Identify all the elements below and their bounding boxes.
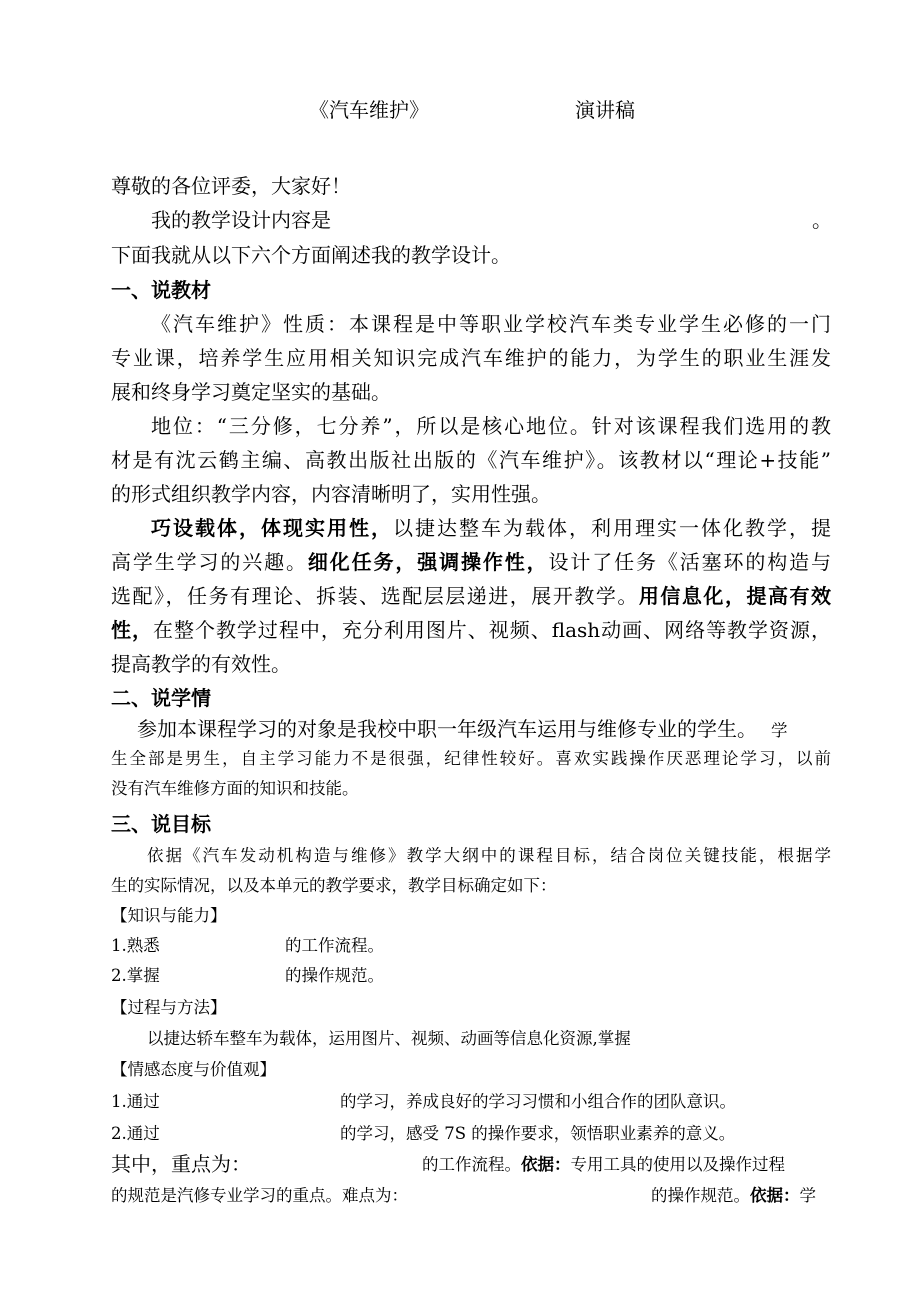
text-run: 高学生学习的兴趣。	[111, 550, 308, 574]
paragraph-line: 生的实际情况，以及本单元的教学要求，教学目标确定如下：	[111, 876, 557, 895]
list-item: 的学习，养成良好的学习习惯和小组合作的团队意识。	[340, 1092, 736, 1111]
doc-title-right: 演讲稿	[575, 98, 635, 122]
intro-period: 。	[812, 208, 832, 232]
subheading: 【知识与能力】	[111, 906, 227, 925]
paragraph-line: 的形式组织教学内容，内容清晰明了，实用性强。	[111, 482, 551, 506]
paragraph-line	[111, 550, 831, 574]
paragraph-line	[111, 618, 831, 642]
paragraph-line	[151, 516, 831, 540]
paragraph-line: 依据《汽车发动机构造与维修》教学大纲中的课程目标，结合岗位关键技能，根据学	[147, 846, 831, 865]
paragraph-line: 地位：“三分修，七分养”，所以是核心地位。针对该课程我们选用的教	[151, 414, 831, 438]
intro-line: 下面我就从以下六个方面阐述我的教学设计。	[111, 243, 511, 267]
list-item: 1.通过	[111, 1092, 160, 1111]
list-item: 2.掌握	[111, 966, 160, 985]
paragraph-line: 专业课，培养学生应用相关知识完成汽车维护的能力，为学生的职业生涯发	[111, 346, 831, 370]
doc-title-left: 《汽车维护》	[309, 98, 429, 122]
subheading: 【情感态度与价值观】	[111, 1060, 276, 1079]
text-run: 的工作流程。	[422, 1155, 521, 1174]
text-run: 在整个教学过程中，充分利用图片、视频、flash动画、网络等教学资源，	[152, 618, 831, 642]
paragraph-line: 以捷达轿车整车为载体，运用图片、视频、动画等信息化资源,掌握	[147, 1029, 631, 1048]
text-run: 参加本课程学习的对象是我校中职一年级汽车运用与维修专业的学生。	[137, 717, 757, 741]
text-run: 专用工具的使用以及操作过程	[570, 1155, 785, 1174]
paragraph-line	[137, 717, 788, 741]
paragraph-line: 其中，重点为：	[111, 1152, 251, 1176]
text-run: 以捷达整车为载体，利用理实一体化教学，提	[393, 516, 831, 540]
section-heading: 三、说目标	[111, 812, 211, 836]
text-run	[422, 1155, 785, 1175]
section-heading: 二、说学情	[111, 686, 211, 710]
text-run: 的操作规范。	[651, 1186, 750, 1205]
paragraph-line	[111, 584, 831, 608]
paragraph-line: 材是有沈云鹤主编、高教出版社出版的《汽车维护》。该教材以“理论+技能”	[111, 448, 831, 472]
list-item: 1.熟悉	[111, 936, 160, 955]
text-run: 学	[771, 721, 788, 740]
paragraph-line: 提高教学的有效性。	[111, 652, 291, 676]
intro-line: 我的教学设计内容是	[151, 208, 331, 232]
list-item: 2.通过	[111, 1124, 160, 1143]
bold-phrase: 细化任务，强调操作性，	[307, 550, 549, 574]
bold-phrase: 巧设载体，体现实用性，	[151, 516, 393, 540]
bold-phrase: 性，	[111, 618, 153, 642]
paragraph-line: 展和终身学习奠定坚实的基础。	[111, 380, 391, 404]
bold-phrase: 依据：	[750, 1186, 800, 1205]
list-item: 的学习，感受 7S 的操作要求，领悟职业素养的意义。	[340, 1124, 736, 1143]
bold-phrase: 依据：	[521, 1155, 571, 1174]
paragraph-line: 生全部是男生，自主学习能力不是很强，纪律性较好。喜欢实践操作厌恶理论学习，以前	[111, 749, 831, 768]
text-run: 学	[799, 1186, 816, 1205]
greeting: 尊敬的各位评委，大家好！	[111, 174, 351, 198]
paragraph-line: 《汽车维护》性质：本课程是中等职业学校汽车类专业学生必修的一门	[151, 312, 831, 336]
subheading: 【过程与方法】	[111, 998, 227, 1017]
list-item: 的操作规范。	[285, 966, 384, 985]
text-run: 设计了任务《活塞环的构造与	[548, 550, 831, 574]
text-run	[651, 1186, 816, 1206]
paragraph-line: 没有汽车维修方面的知识和技能。	[111, 779, 359, 798]
text-run: 选配》，任务有理论、拆装、选配层层递进，展开教学。	[111, 584, 639, 608]
bold-phrase: 用信息化，提高有效	[638, 584, 832, 608]
list-item: 的工作流程。	[285, 936, 384, 955]
paragraph-line: 的规范是汽修专业学习的重点。难点为：	[111, 1186, 408, 1205]
section-heading: 一、说教材	[111, 278, 211, 302]
